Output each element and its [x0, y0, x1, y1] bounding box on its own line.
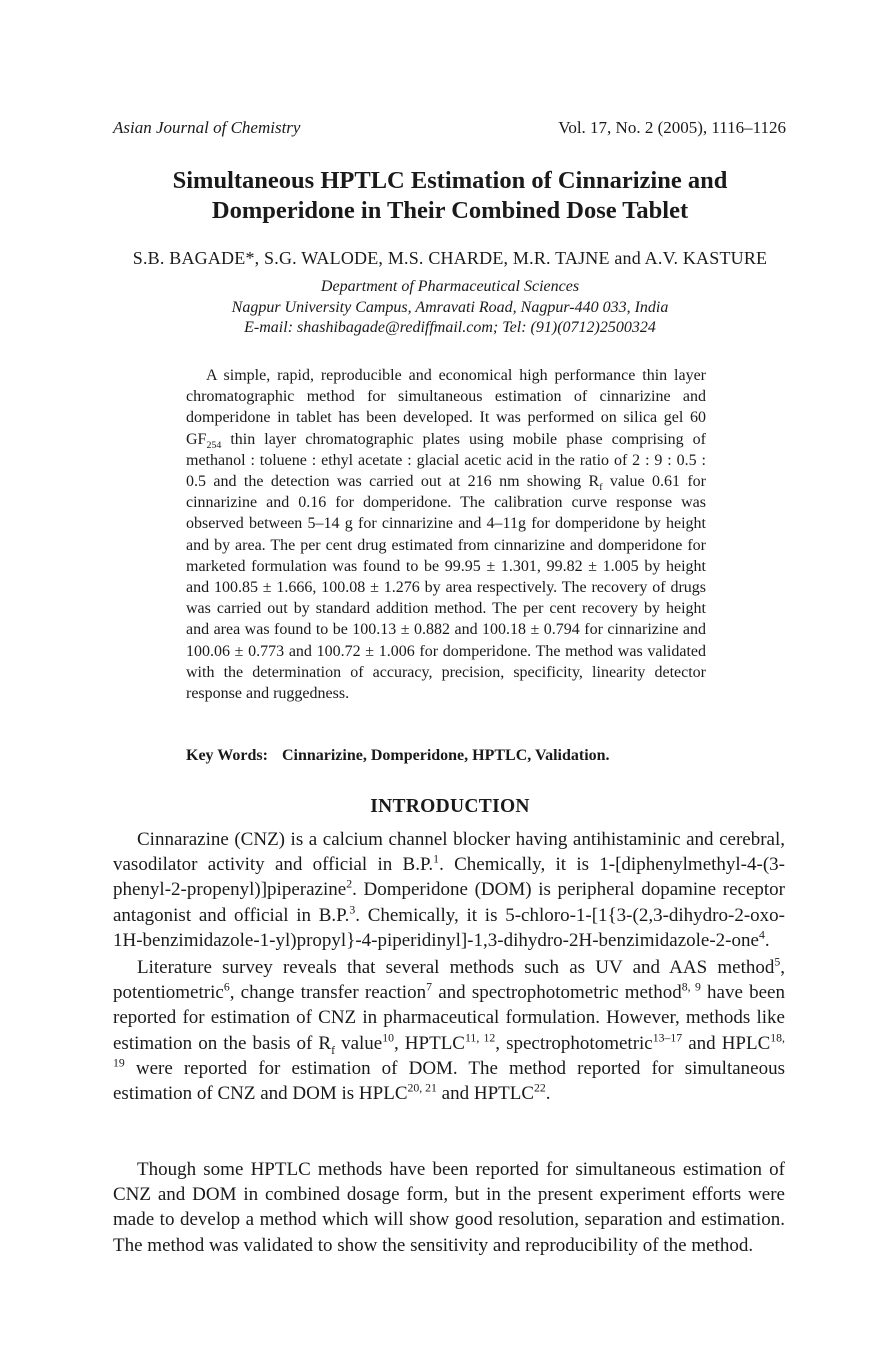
title-line-1: Simultaneous HPTLC Estimation of Cinnarizine and — [172, 167, 728, 194]
subscript: f — [331, 1043, 336, 1057]
journal-name: Asian Journal of Chemistry — [113, 118, 301, 137]
reference: 8, 9 — [681, 980, 701, 994]
body-text: Literature survey reveals that several methods such as UV and AAS method — [137, 957, 775, 978]
body-text: and HPLC — [682, 1032, 771, 1054]
article-title — [100, 166, 800, 226]
body-text: and HPTLC — [436, 1083, 535, 1105]
subscript: 254 — [206, 439, 222, 451]
volume-citation: Vol. 17, No. 2 (2005), 1116–1126 — [558, 118, 786, 137]
abstract-text: thin layer chromatographic plates using mobile phase comprising of methanol : toluene : ethyl acetate : glacial acetic acid in the ratio of 2 : 9 : 0.5 : 0.5 and the detection was carried out at 216 nm showing R — [186, 430, 706, 491]
body-text: Cinnarazine (CNZ) is a calcium channel blocker having antihistaminic and cerebral, vasodilator activity and official in B.P. — [113, 829, 785, 876]
abstract-text: A simple, rapid, reproducible and economical high performance thin layer chromatographic method for simultaneous estimation of cinnarizine and domperidone in tablet has been developed. It was performed on silica gel 60 GF — [186, 367, 706, 448]
reference: 7 — [426, 980, 432, 994]
intro-paragraph-1 — [113, 827, 785, 953]
reference: 3 — [349, 903, 356, 917]
reference: 11, 12 — [464, 1031, 496, 1045]
abstract-text: value 0.61 for cinnarizine and 0.16 for domperidone. The calibration curve response was observed between 5–14 g for cinnarizine and 4–11g for domperidone by height and by area. The per cent drug estimated from cinnarizine and domperidone for marketed formulation was found to be 99.95 ± 1.301, 99.82 ± 1.005 by height and 100.85 ± 1.666, 100.08 ± 1.276 by area respectively. The recovery of drugs was carried out by standard addition method. The per cent recovery by height and area was found to be 100.13 ± 0.882 and 100.18 ± 0.794 for cinnarizine and 100.06 ± 0.773 and 100.72 ± 1.006 for domperidone. The method was validated with the determination of accuracy, precision, specificity, linearity detector response and ruggedness. — [186, 473, 706, 703]
body-text: , spectrophotometric — [495, 1032, 653, 1054]
reference: 10 — [382, 1031, 394, 1045]
body-text: . Domperidone (DOM) is peripheral dopamine receptor antagonist and official in B.P. — [113, 879, 785, 926]
reference: 20, 21 — [407, 1081, 437, 1095]
keywords-value: Cinnarizine, Domperidone, HPTLC, Validation. — [281, 747, 610, 764]
reference: 4 — [758, 928, 765, 942]
body-text: and spectrophotometric method — [431, 982, 682, 1004]
keywords-label: Key Words: — [186, 747, 268, 764]
address: Nagpur University Campus, Amravati Road, Nagpur-440 033, India — [231, 298, 669, 316]
body-text: , change transfer reaction — [229, 982, 427, 1004]
keywords — [186, 747, 726, 765]
reference: 5 — [774, 955, 781, 969]
title-line-2: Domperidone in Their Combined Dose Tablet — [211, 197, 689, 224]
body-text: , HPTLC — [394, 1032, 465, 1054]
section-heading: INTRODUCTION — [370, 796, 530, 817]
body-text: value — [335, 1032, 383, 1054]
contact-info: E-mail: shashibagade@rediffmail.com; Tel: (91)(0712)2500324 — [244, 319, 656, 336]
intro-paragraph-3: Though some HPTLC methods have been reported for simultaneous estimation of CNZ and DOM in combined dosage form, but in the present experiment efforts were made to develop a method which will show good resolution, separation and estimation. The method was validated to show the sensitivity and reproducibility of the method. — [113, 1159, 785, 1256]
reference: 13–17 — [652, 1031, 683, 1045]
reference: 1 — [433, 852, 440, 866]
body-text: have been reported for estimation of CNZ in pharmaceutical formulation. However, methods like estimation on the basis of R — [113, 982, 785, 1054]
body-text: . Chemically, it is 5-chloro-1-[1{3-(2,3-dihydro-2-oxo-1H-benzimidazole-1-yl)propyl}-4-piperidinyl]-1,3-dihydro-2H-benzimidazole-2-one — [113, 904, 785, 951]
body-text: , potentiometric — [113, 957, 785, 1004]
body-text: were reported for estimation of DOM. The method reported for simultaneous estimation of CNZ and DOM is HPLC — [113, 1057, 785, 1105]
running-header — [113, 118, 786, 142]
reference: 18, 19 — [113, 1031, 785, 1070]
reference: 2 — [346, 878, 353, 892]
department: Department of Pharmaceutical Sciences — [320, 278, 580, 295]
body-text: . — [545, 1083, 551, 1105]
reference: 6 — [223, 980, 230, 994]
affiliation — [100, 277, 800, 339]
body-text: . — [764, 929, 770, 951]
intro-paragraph-2 — [113, 955, 785, 1106]
abstract — [186, 365, 706, 704]
subscript: f — [599, 482, 603, 494]
reference: 22 — [534, 1081, 546, 1095]
author-list: S.B. BAGADE*, S.G. WALODE, M.S. CHARDE, M.R. TAJNE and A.V. KASTURE — [132, 248, 768, 268]
body-text: . Chemically, it is 1-[diphenylmethyl-4-(3-phenyl-2-propenyl)]piperazine — [113, 854, 785, 901]
